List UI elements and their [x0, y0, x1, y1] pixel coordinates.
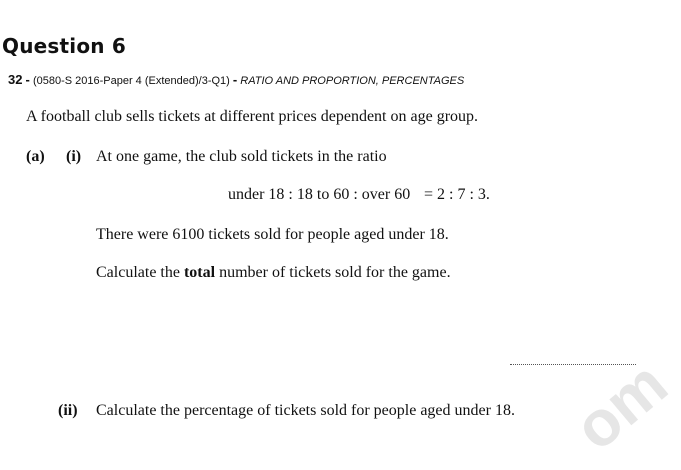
- ratio-values: = 2 : 7 : 3.: [424, 186, 490, 203]
- fact-text: There were 6100 tickets sold for people aged under 18.: [96, 226, 449, 243]
- part-ii-text: Calculate the percentage of tickets sold for people aged under 18.: [96, 402, 515, 419]
- part-a-label: (a): [26, 148, 45, 165]
- question-number: 32: [8, 72, 23, 87]
- question-text: Calculate the: [96, 264, 184, 281]
- intro-text: A football club sells tickets at different prices dependent on age group.: [26, 108, 479, 125]
- question-text: number of tickets sold for the game.: [215, 264, 451, 281]
- question-reference: [8, 72, 464, 87]
- part-ii-label: (ii): [58, 402, 78, 419]
- paper-code: (0580-S 2016-Paper 4 (Extended)/3-Q1): [32, 75, 230, 87]
- part-i-question: [96, 264, 451, 282]
- emphasis-total: total: [183, 264, 216, 281]
- part-i-text: At one game, the club sold tickets in the ratio: [96, 148, 387, 165]
- watermark: om: [560, 347, 681, 464]
- topic: RATIO AND PROPORTION, PERCENTAGES: [240, 75, 465, 87]
- ratio-labels: under 18 : 18 to 60 : over 60: [228, 186, 411, 203]
- part-i-label: (i): [66, 148, 82, 165]
- separator: -: [25, 72, 30, 87]
- separator: -: [232, 72, 238, 87]
- question-heading: Question 6: [2, 34, 126, 58]
